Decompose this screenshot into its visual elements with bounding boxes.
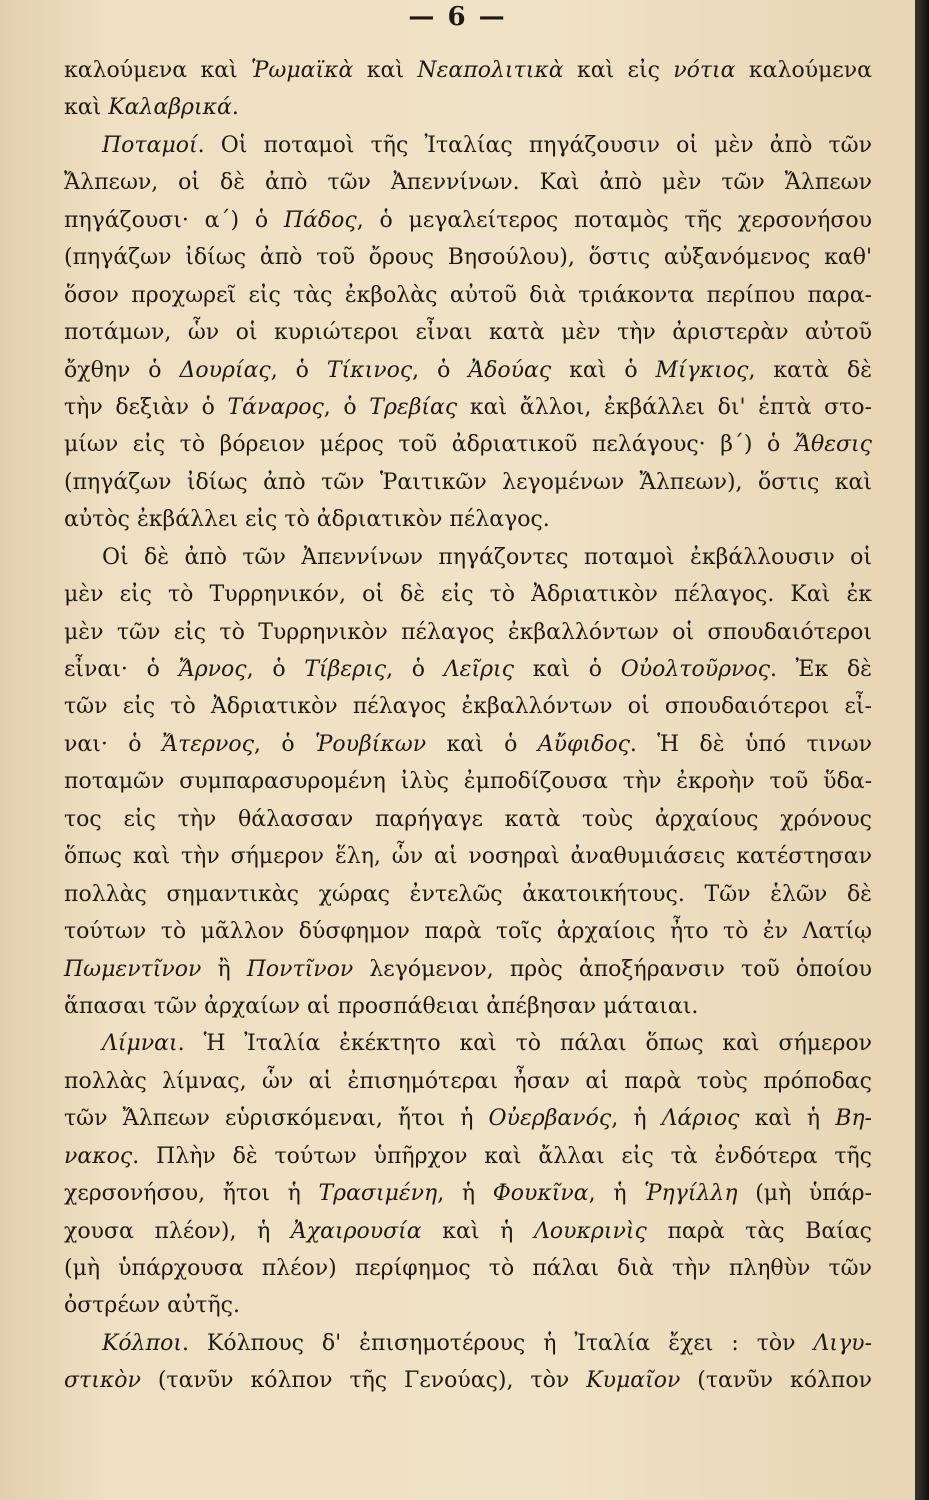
text-run: μὲν εἰς τὸ Τυρρηνικόν, οἱ δὲ εἰς τὸ Ἀδριατικὸν πέλαγος. Καὶ ἐκ [64, 582, 872, 608]
text-run: καὶ ἡ [421, 1218, 534, 1244]
italic-run: Ῥηγίλλη [644, 1181, 738, 1207]
text-run: (τανῦν κόλπον [680, 1368, 872, 1394]
text-run: ἅπασαι τῶν ἀρχαίων αἱ προσπάθειαι ἀπέβησαν μάταιαι. [64, 993, 699, 1019]
italic-run: Λουκρινὶς [533, 1218, 647, 1244]
italic-run: Αὔφιδος [537, 731, 630, 757]
text-run: τὴν δεξιὰν ὁ [64, 394, 228, 420]
text-run: , ὁ [253, 731, 315, 757]
italic-run: Ἄτερνος [161, 731, 254, 757]
text-run: πολλὰς λίμνας, ὧν αἱ ἐπισημότεραι ἦσαν αἱ παρὰ τοὺς πρόποδας [64, 1068, 872, 1094]
text-run: τῶν Ἄλπεων εὑρισκόμεναι, ἤτοι ἡ [64, 1106, 489, 1132]
text-line [64, 1025, 872, 1062]
italic-run: νακος [64, 1143, 133, 1169]
body-text [64, 52, 872, 1400]
text-run: μὲν τῶν εἰς τὸ Τυρρηνικὸν πέλαγος ἐκβαλλόντων οἱ σπουδαιότεροι [64, 619, 872, 645]
italic-run: Ἄρνος [178, 657, 247, 682]
text-run: , ὁ μεγαλείτερος ποταμὸς τῆς χερσονήσου [356, 207, 872, 233]
text-line [64, 464, 872, 501]
text-line [64, 501, 872, 538]
italic-run: Οὐολτοῦρνος [620, 657, 770, 682]
italic-run: στικὸν [64, 1368, 141, 1394]
text-run: λεγόμενον, πρὸς ἀποξήρανσιν τοῦ ὁποίου [353, 956, 872, 982]
italic-run: νότια [673, 58, 736, 83]
text-run: ναι· ὁ [64, 731, 162, 757]
italic-run: Τάναρος [227, 394, 324, 420]
text-run: καὶ ἡ [739, 1106, 836, 1132]
text-run: χουσα πλέον), ἡ [64, 1218, 291, 1244]
text-line [64, 1138, 872, 1175]
italic-run: Τρεβίας [369, 394, 458, 420]
text-run: , ἡ [437, 1181, 493, 1207]
text-run: ὅπως καὶ τὴν σήμερον ἕλη, ὧν αἱ νοσηραὶ ἀναθυμιάσεις κατέστησαν [64, 844, 872, 870]
italic-run: Βη- [835, 1106, 872, 1132]
text-line [64, 389, 872, 426]
text-run: . Πλὴν δὲ τούτων ὑπῆρχον καὶ ἄλλαι εἰς τὰ ἐνδότερα τῆς [132, 1143, 872, 1169]
text-line [64, 988, 872, 1025]
text-line [64, 239, 872, 276]
text-line [64, 688, 872, 725]
text-run: ὄχθην ὁ [64, 357, 180, 383]
text-run: (πηγάζων ἰδίως ἀπὸ τοῦ ὄρους Βησούλου), ὅστις αὐξανόμενος καθ' [64, 245, 872, 271]
text-line [64, 726, 872, 763]
text-run: , ὁ [386, 657, 444, 682]
text-line [64, 951, 872, 988]
text-line [64, 1213, 872, 1250]
text-line [64, 352, 872, 389]
text-run: (μὴ ὑπάρ- [737, 1181, 872, 1207]
text-run: εἶναι· ὁ [64, 657, 179, 682]
text-run: . Κόλπους δ' ἐπισημοτέρους ἡ Ἰταλία ἔχει : τὸν [181, 1330, 814, 1356]
text-line [64, 127, 872, 164]
italic-run: Λάριος [661, 1106, 740, 1132]
text-run: (τανῦν κόλπον τῆς Γενούας), τὸν [140, 1368, 587, 1394]
text-line [64, 1175, 872, 1212]
text-line [64, 1250, 872, 1287]
text-run: ἢ [201, 956, 247, 982]
page-edge-shadow [915, 0, 929, 1500]
italic-run: Τίκινος [326, 357, 413, 383]
italic-run: Ποντῖνον [246, 956, 354, 982]
text-line [64, 1362, 872, 1399]
italic-run: Ῥουβίκων [314, 731, 427, 757]
text-run: καὶ ὁ [513, 657, 621, 682]
text-line [64, 89, 872, 126]
italic-run: Κυμαῖον [586, 1368, 681, 1394]
text-run: (μὴ ὑπάρχουσα πλέον) περίφημος τὸ πάλαι διὰ τὴν πληθὺν τῶν [64, 1256, 872, 1281]
italic-run: Ἀχαιρουσία [290, 1218, 422, 1244]
text-run: καὶ ἄλλοι, ἐκβάλλει δι' ἑπτὰ στο- [457, 394, 872, 420]
text-run: ποτάμων, ὧν οἱ κυριώτεροι εἶναι κατὰ μὲν τὴν ἀριστερὰν αὐτοῦ [64, 320, 872, 346]
text-run: αὐτὸς ἐκβάλλει εἰς τὸ ἀδριατικὸν πέλαγος. [64, 507, 550, 533]
text-run: καλούμενα [735, 58, 872, 83]
text-line [64, 838, 872, 875]
italic-run: Δουρίας [179, 357, 271, 383]
text-line [64, 876, 872, 913]
italic-run: Λεῖρις [443, 657, 514, 682]
text-line [64, 651, 872, 688]
text-run: καὶ ὁ [426, 731, 538, 757]
page-number: — 6 — [408, 2, 507, 32]
italic-run: Κόλποι [102, 1330, 182, 1356]
text-run: καλούμενα καὶ [64, 58, 252, 83]
text-run: (πηγάζων ἰδίως ἀπὸ τῶν Ῥαιτικῶν λεγομένων Ἄλπεων), ὅστις καὶ [64, 469, 872, 495]
text-run: μίων εἰς τὸ βόρειον μέρος τοῦ ἀδριατικοῦ πελάγους· β΄) ὁ [64, 432, 795, 458]
text-run: τῶν εἰς τὸ Ἀδριατικὸν πέλαγος ἐκβαλλόντων οἱ σπουδαιότεροι εἶ- [64, 694, 872, 720]
text-run: , ὁ [270, 357, 327, 383]
text-line [64, 277, 872, 314]
text-run: , ὁ [246, 657, 305, 682]
text-line [64, 576, 872, 613]
text-run: Ἄλπεων, οἱ δὲ ἀπὸ τῶν Ἀπεννίνων. Καὶ ἀπὸ μὲν τῶν Ἄλπεων [64, 170, 872, 196]
text-run: ποταμῶν συμπαρασυρομένη ἰλὺς ἐμποδίζουσα τὴν ἐκροὴν τοῦ ὕδα- [64, 769, 872, 795]
italic-run: Τίβερις [304, 657, 387, 682]
text-line [64, 539, 872, 576]
text-line [64, 1063, 872, 1100]
text-line [64, 763, 872, 800]
text-run: ὀστρέων αὐτῆς. [64, 1293, 240, 1319]
text-line [64, 1325, 872, 1362]
text-run: πηγάζουσι· α΄) ὁ [64, 207, 284, 233]
text-line [64, 614, 872, 651]
text-run: . Ἡ Ἰταλία ἐκέκτητο καὶ τὸ πάλαι ὅπως καὶ σήμερον [177, 1031, 872, 1057]
text-run: . Ἐκ δὲ [769, 657, 872, 682]
text-run: καὶ εἰς [563, 58, 674, 83]
text-line [64, 801, 872, 838]
italic-run: Νεαπολιτικὰ [417, 58, 564, 83]
text-line [64, 426, 872, 463]
text-line [64, 314, 872, 351]
italic-run: Καλαβρικά [108, 95, 232, 121]
text-run: , ὁ [412, 357, 469, 383]
text-run: καὶ ὁ [551, 357, 656, 383]
text-run: καὶ [64, 95, 109, 121]
text-line [64, 1287, 872, 1324]
text-run: . [231, 95, 239, 121]
text-line [64, 1100, 872, 1137]
text-run: καὶ [353, 58, 418, 83]
italic-run: Φουκῖνα [492, 1181, 589, 1207]
text-run: ὅσον προχωρεῖ εἰς τὰς ἐκβολὰς αὐτοῦ διὰ τριάκοντα περίπου παρα- [64, 282, 872, 308]
text-run: , κατὰ δὲ [748, 357, 873, 383]
italic-run: Λιγυ- [813, 1330, 872, 1356]
text-line [64, 164, 872, 201]
italic-run: Λίμναι [102, 1031, 178, 1057]
text-run: τούτων τὸ μᾶλλον δύσφημον παρὰ τοῖς ἀρχαίοις ἦτο τὸ ἐν Λατίῳ [64, 919, 872, 945]
italic-run: Τρασιμένη [318, 1181, 438, 1207]
text-run: παρὰ τὰς Βαίας [646, 1218, 872, 1244]
text-run: χερσονήσου, ἤτοι ἡ [64, 1181, 319, 1207]
italic-run: Ποταμοί [102, 132, 198, 158]
text-run: πολλὰς σημαντικὰς χώρας ἐντελῶς ἀκατοικήτους. Τῶν ἑλῶν δὲ [64, 881, 872, 907]
text-line [64, 913, 872, 950]
text-line [64, 52, 872, 89]
italic-run: Ἀδούας [468, 357, 552, 383]
text-run: τος εἰς τὴν θάλασσαν παρήγαγε κατὰ τοὺς ἀρχαίους χρόνους [64, 806, 872, 832]
text-line [64, 202, 872, 239]
text-run: , ἡ [588, 1181, 645, 1207]
italic-run: Πωμεντῖνον [64, 956, 202, 982]
text-run: , ὁ [323, 394, 370, 420]
italic-run: Ἄθεσις [794, 432, 872, 458]
text-run: , ἡ [611, 1106, 662, 1132]
italic-run: Μίγκιος [655, 357, 749, 383]
text-run: . Οἱ ποταμοὶ τῆς Ἰταλίας πηγάζουσιν οἱ μὲν ἀπὸ τῶν [197, 132, 872, 158]
italic-run: Ῥωμαϊκὰ [251, 58, 354, 83]
text-run: . Ἡ δὲ ὑπό τινων [629, 731, 872, 757]
text-run: Οἱ δὲ ἀπὸ τῶν Ἀπεννίνων πηγάζοντες ποταμοὶ ἐκβάλλουσιν οἱ [102, 544, 872, 570]
italic-run: Οὐερβανός [488, 1106, 612, 1132]
italic-run: Πάδος [283, 207, 357, 233]
